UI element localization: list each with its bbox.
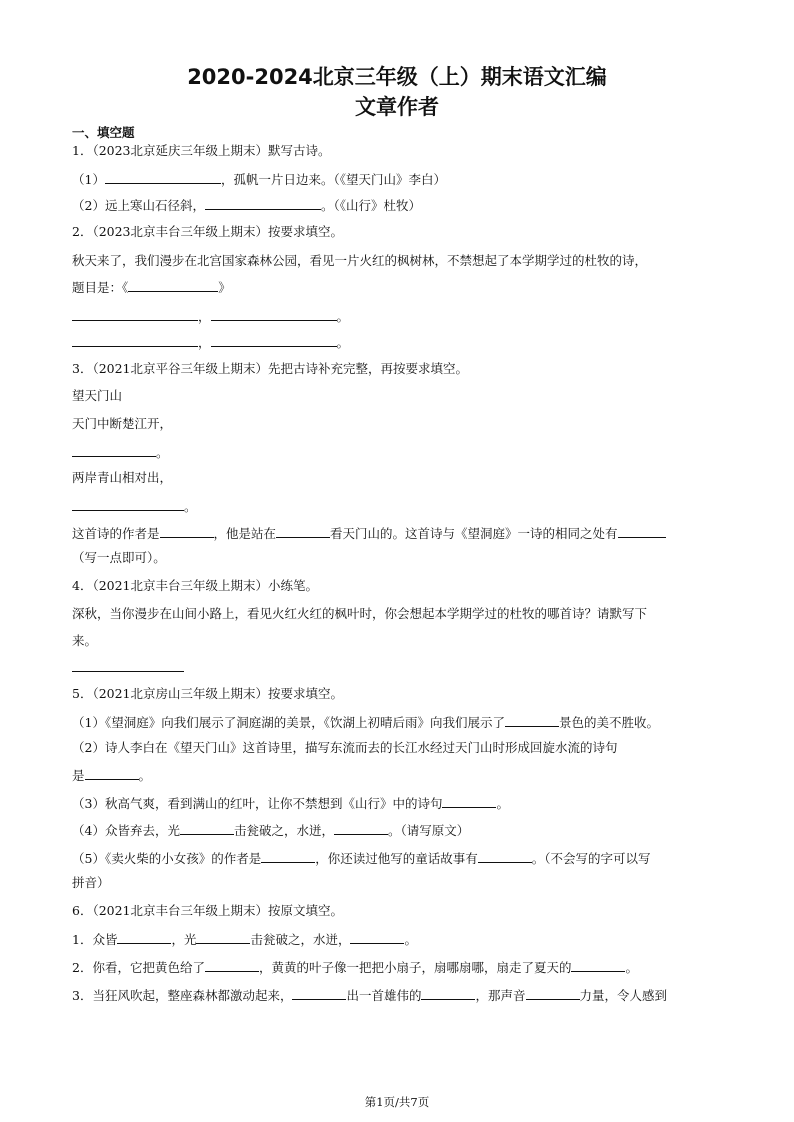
answer-blank[interactable] [117, 930, 171, 944]
page-footer: 第1页/共7页 [364, 1095, 430, 1109]
question-2-answer-line-1: ， 。 [72, 307, 724, 325]
question-3-heading: 3．（2021北京平谷三年级上期末）先把古诗补充完整，再按要求填空。 [72, 361, 469, 376]
answer-blank[interactable] [128, 278, 218, 292]
document-subtitle: 文章作者 [355, 95, 439, 119]
question-4-heading: 4．（2021北京丰台三年级上期末）小练笔。 [72, 578, 319, 593]
answer-blank[interactable] [72, 497, 184, 511]
answer-blank[interactable] [292, 986, 346, 1000]
answer-blank[interactable] [205, 958, 259, 972]
question-2-paragraph: 秋天来了，我们漫步在北宫国家森林公园，看见一片火红的枫树林，不禁想起了本学期学过的杜牧的诗， [72, 253, 648, 268]
answer-blank[interactable] [421, 986, 475, 1000]
question-5-item-5: （5）《卖火柴的小女孩》的作者是 ，你还读过他写的童话故事有 。（不会写的字可以写 [72, 851, 651, 866]
question-4-answer-line [72, 658, 724, 676]
question-5-item-2: （2）诗人李白在《望天门山》这首诗里，描写东流而去的长江水经过天门山时形成回旋水流的诗句 [72, 740, 618, 755]
answer-blank[interactable] [526, 986, 580, 1000]
question-1-line-2: （2）远上寒山石径斜， 。（《山行》杜牧） [72, 198, 421, 213]
section-heading: 一、填空题 [72, 125, 135, 140]
question-4-prompt-2: 来。 [72, 633, 98, 648]
question-5-item-2-cont: 是 。 [72, 768, 152, 783]
question-6-item-3: 3．当狂风吹起，整座森林都激动起来， 出一首雄伟的 ，那声音 力量，令人感到 [72, 988, 668, 1003]
answer-blank[interactable] [72, 443, 156, 457]
question-5-heading: 5．（2021北京房山三年级上期末）按要求填空。 [72, 686, 344, 701]
answer-blank[interactable] [276, 524, 330, 538]
answer-blank[interactable] [160, 524, 214, 538]
answer-blank[interactable] [72, 333, 198, 347]
answer-blank[interactable] [571, 958, 625, 972]
question-1-line-1: （1） ，孤帆一片日边来。（《望天门山》李白） [72, 172, 446, 187]
question-4-prompt-1: 深秋，当你漫步在山间小路上，看见火红火红的枫叶时，你会想起本学期学过的杜牧的哪首诗？请默写下 [72, 606, 648, 621]
question-2-heading: 2．（2023北京丰台三年级上期末）按要求填空。 [72, 224, 344, 239]
answer-blank[interactable] [211, 333, 337, 347]
question-3-ask-cont: （写一点即可）。 [72, 550, 166, 565]
question-3-ask: 这首诗的作者是 ，他是站在 看天门山的。这首诗与《望洞庭》一诗的相同之处有 [72, 524, 724, 542]
question-6-heading: 6．（2021北京丰台三年级上期末）按原文填空。 [72, 903, 344, 918]
answer-blank[interactable] [180, 821, 234, 835]
question-1-heading: 1．（2023北京延庆三年级上期末）默写古诗。 [72, 143, 331, 158]
poem-line-2: 。 [72, 443, 724, 461]
answer-blank[interactable] [72, 658, 184, 672]
question-5-item-1: （1）《望洞庭》向我们展示了洞庭湖的美景，《饮湖上初晴后雨》向我们展示了 景色的美不胜收。 [72, 715, 659, 730]
question-6-item-1: 1．众皆 ，光 击瓮破之，水迸， 。 [72, 932, 417, 947]
answer-blank[interactable] [442, 794, 496, 808]
answer-blank[interactable] [72, 307, 198, 321]
poem-title: 望天门山 [72, 388, 123, 403]
answer-blank[interactable] [350, 930, 404, 944]
answer-blank[interactable] [205, 196, 321, 210]
answer-blank[interactable] [505, 713, 559, 727]
answer-blank[interactable] [105, 170, 221, 184]
poem-line-3: 两岸青山相对出， [72, 470, 173, 485]
question-2-answer-line-2: ， 。 [72, 333, 724, 351]
answer-blank[interactable] [618, 524, 666, 538]
answer-blank[interactable] [334, 821, 388, 835]
answer-blank[interactable] [211, 307, 337, 321]
answer-blank[interactable] [478, 849, 532, 863]
question-5-item-4: （4）众皆弃去，光 击瓮破之，水迸， 。（请写原文） [72, 823, 470, 838]
answer-blank[interactable] [196, 930, 250, 944]
answer-blank[interactable] [261, 849, 315, 863]
question-6-item-2: 2．你看，它把黄色给了 ，黄黄的叶子像一把把小扇子，扇哪扇哪，扇走了夏天的 。 [72, 960, 638, 975]
question-5-item-5-cont: 拼音） [72, 875, 110, 890]
poem-line-4: 。 [72, 497, 724, 515]
question-5-item-3: （3）秋高气爽，看到满山的红叶，让你不禁想到《山行》中的诗句 。 [72, 796, 509, 811]
question-2-title-line: 题目是：《 》 [72, 280, 231, 295]
document-title: 2020-2024北京三年级（上）期末语文汇编 [187, 65, 607, 89]
poem-line-1: 天门中断楚江开， [72, 416, 173, 431]
answer-blank[interactable] [85, 766, 139, 780]
